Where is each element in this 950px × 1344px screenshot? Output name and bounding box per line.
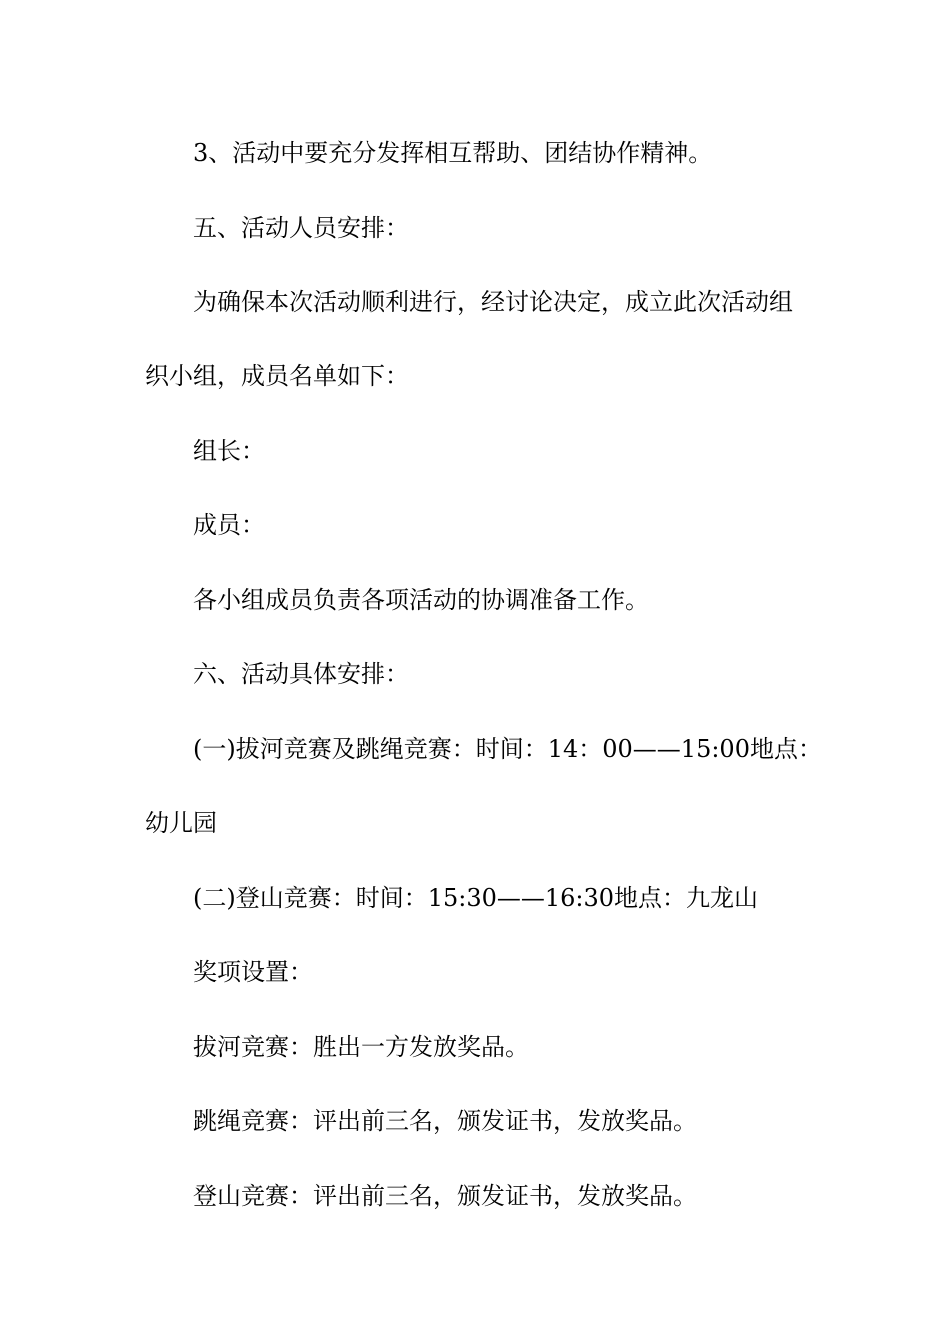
paragraph-line: 跳绳竞赛：评出前三名，颁发证书，发放奖品。 [193,1107,697,1135]
paragraph-line: 各小组成员负责各项活动的协调准备工作。 [193,586,649,614]
paragraph-line: 拔河竞赛：胜出一方发放奖品。 [193,1033,529,1061]
paragraph-line: 3、活动中要充分发挥相互帮助、团结协作精神。 [193,139,713,167]
paragraph-line: (一)拔河竞赛及跳绳竞赛：时间：14：00——15:00地点： [193,735,822,763]
paragraph-line: 成员： [193,511,265,539]
paragraph-line: (二)登山竞赛：时间：15:30——16:30地点：九龙山 [193,884,759,912]
paragraph-line: 为确保本次活动顺利进行，经讨论决定，成立此次活动组 [193,288,793,316]
paragraph-line: 织小组，成员名单如下： [145,362,409,390]
section-heading: 六、活动具体安排： [193,660,409,688]
paragraph-line: 幼儿园 [145,809,217,837]
section-heading: 五、活动人员安排： [193,214,409,242]
paragraph-line: 登山竞赛：评出前三名，颁发证书，发放奖品。 [193,1182,697,1210]
paragraph-line: 组长： [193,437,265,465]
paragraph-line: 奖项设置： [193,958,313,986]
